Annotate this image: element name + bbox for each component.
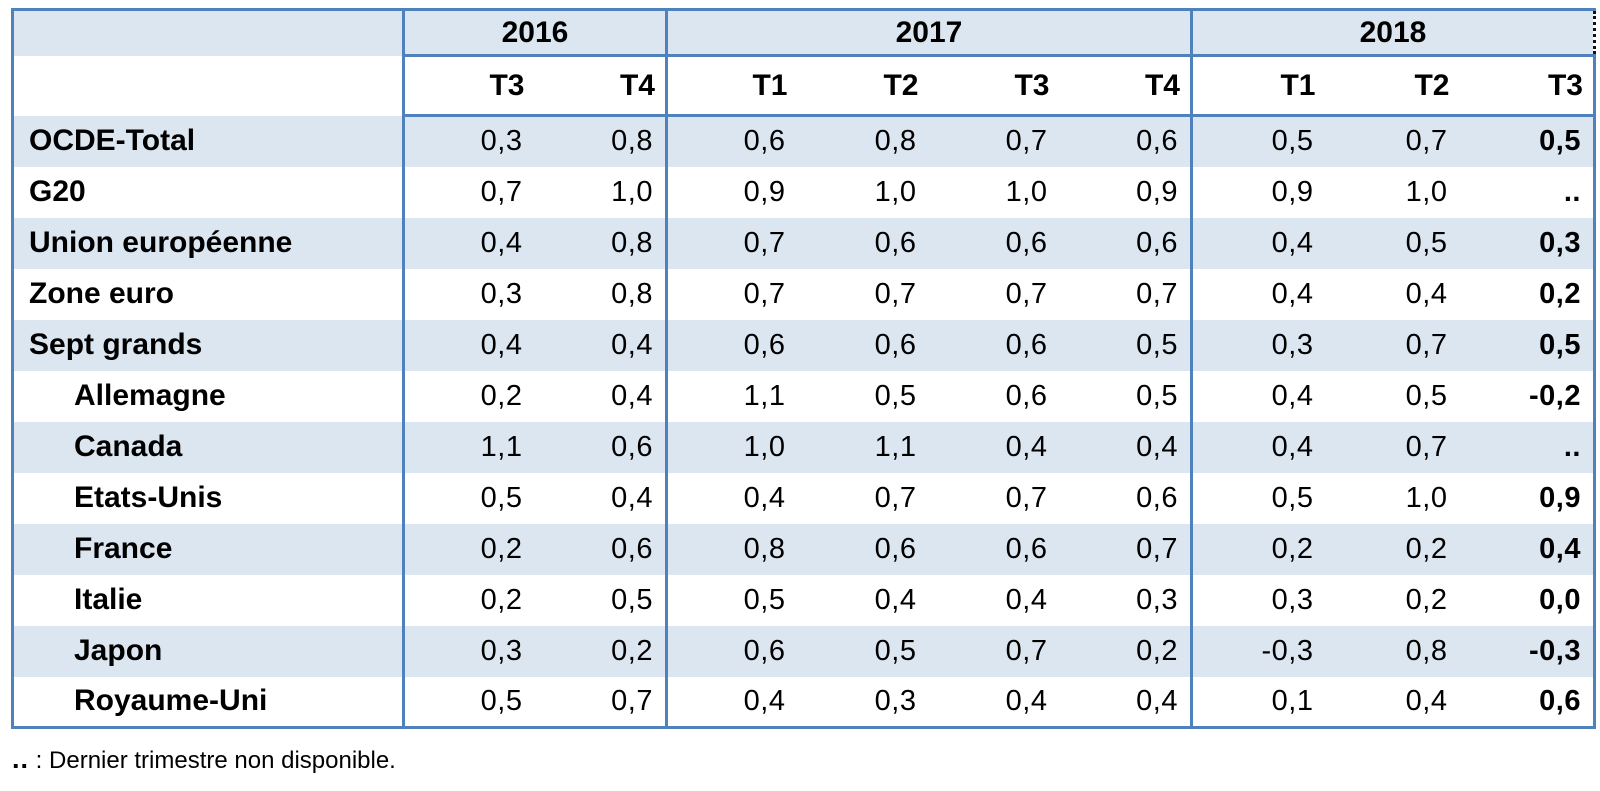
- row-label: Allemagne: [13, 371, 404, 422]
- value-cell: 0,4: [1192, 422, 1326, 473]
- value-cell: 1,0: [874, 175, 917, 208]
- row-label: Etats-Unis: [13, 473, 404, 524]
- value-cell: 0,7: [535, 677, 667, 728]
- quarter-header: T2: [1326, 56, 1460, 116]
- quarter-header: T1: [1192, 56, 1326, 116]
- value-cell: 0,2: [1405, 583, 1448, 616]
- value-cell: 0,4: [874, 583, 917, 616]
- value-cell: 0,5: [798, 626, 929, 677]
- value-cell: 0,4: [929, 677, 1060, 728]
- value-cell: 1,0: [1005, 175, 1048, 208]
- row-label: Zone euro: [13, 269, 404, 320]
- value-cell: 0,2: [1460, 269, 1595, 320]
- value-cell: 0,1: [1192, 677, 1326, 728]
- value-cell: -0,3: [1460, 626, 1595, 677]
- value-cell: 0,8: [535, 116, 667, 167]
- value-cell: 0,4: [535, 320, 667, 371]
- value-cell: 0,2: [404, 524, 535, 575]
- value-cell: 0,5: [1460, 320, 1595, 371]
- value-cell: 0,4: [1460, 524, 1595, 575]
- value-cell: 0,7: [404, 167, 535, 218]
- value-cell: 0,5: [404, 473, 535, 524]
- value-cell: 0,6: [1460, 677, 1595, 728]
- table-row: [13, 626, 1595, 677]
- row-label: Sept grands: [13, 320, 404, 371]
- value-cell: 0,4: [1192, 218, 1326, 269]
- value-cell: 0,2: [1326, 524, 1460, 575]
- value-cell: -0,3: [1192, 626, 1326, 677]
- value-cell: 0,5: [611, 583, 653, 616]
- value-cell: 0,9: [1192, 167, 1326, 218]
- quarter-header: T3: [929, 56, 1060, 116]
- value-cell: 0,5: [1405, 379, 1448, 412]
- value-cell: 0,6: [1136, 481, 1178, 514]
- value-cell: 0,8: [1326, 626, 1460, 677]
- footnote: [12, 746, 1596, 774]
- value-cell: ..: [1460, 422, 1595, 473]
- quarter-header: T3: [404, 56, 535, 116]
- value-cell: 0,6: [667, 626, 798, 677]
- year-header-2018: 2018: [1192, 10, 1595, 56]
- value-cell: 0,8: [798, 116, 929, 167]
- value-cell: 0,3: [1136, 583, 1178, 616]
- value-cell: 0,5: [874, 379, 917, 412]
- value-cell: 0,7: [667, 218, 798, 269]
- value-cell: 0,6: [929, 218, 1060, 269]
- value-cell: 1,0: [667, 422, 798, 473]
- value-cell: 0,4: [1060, 422, 1192, 473]
- value-cell: 0,4: [1060, 677, 1192, 728]
- value-cell: ..: [1460, 167, 1595, 218]
- corner-cell: [13, 10, 404, 56]
- value-cell: 0,5: [404, 677, 535, 728]
- value-cell: 0,6: [1005, 379, 1048, 412]
- value-cell: 0,3: [404, 269, 535, 320]
- table-header: [13, 10, 1595, 116]
- value-cell: 0,3: [1460, 218, 1595, 269]
- value-cell: 0,6: [929, 524, 1060, 575]
- value-cell: 0,2: [1192, 524, 1326, 575]
- value-cell: 0,7: [874, 481, 917, 514]
- value-cell: 0,2: [535, 626, 667, 677]
- row-label: Union européenne: [13, 218, 404, 269]
- value-cell: 0,3: [1192, 575, 1326, 626]
- value-cell: 0,7: [874, 277, 917, 310]
- row-label: Japon: [13, 626, 404, 677]
- table-row: [13, 677, 1595, 728]
- value-cell: 0,4: [667, 473, 798, 524]
- row-label: Royaume-Uni: [13, 677, 404, 728]
- value-cell: 0,4: [929, 422, 1060, 473]
- value-cell: 0,2: [1060, 626, 1192, 677]
- table-row: [13, 269, 1595, 320]
- value-cell: 0,0: [1460, 575, 1595, 626]
- value-cell: 0,3: [404, 626, 535, 677]
- value-cell: 0,7: [1136, 277, 1178, 310]
- table-row: [13, 116, 1595, 167]
- value-cell: 0,4: [611, 379, 653, 412]
- row-label: OCDE-Total: [13, 116, 404, 167]
- value-cell: 0,4: [1192, 371, 1326, 422]
- value-cell: 0,8: [611, 277, 653, 310]
- table-row: [13, 524, 1595, 575]
- value-cell: 0,6: [667, 320, 798, 371]
- table-row: [13, 320, 1595, 371]
- value-cell: 1,0: [1405, 481, 1448, 514]
- row-label: France: [13, 524, 404, 575]
- value-cell: 0,2: [404, 371, 535, 422]
- value-cell: 1,0: [611, 175, 653, 208]
- table-row: [13, 575, 1595, 626]
- value-cell: 0,9: [1460, 473, 1595, 524]
- footnote-text: : Dernier trimestre non disponible.: [29, 747, 396, 774]
- value-cell: 0,4: [1326, 677, 1460, 728]
- value-cell: 0,7: [1326, 422, 1460, 473]
- value-cell: 0,6: [798, 218, 929, 269]
- value-cell: 0,5: [667, 575, 798, 626]
- value-cell: 0,5: [1460, 116, 1595, 167]
- value-cell: 0,6: [535, 524, 667, 575]
- value-cell: 0,6: [535, 422, 667, 473]
- table-row: [13, 422, 1595, 473]
- value-cell: 0,7: [1060, 524, 1192, 575]
- table-row: [13, 371, 1595, 422]
- table-container: [11, 8, 1596, 774]
- value-cell: 0,6: [1060, 218, 1192, 269]
- gdp-quarterly-growth-table: [11, 8, 1596, 729]
- value-cell: 0,7: [929, 626, 1060, 677]
- quarter-header: T1: [667, 56, 798, 116]
- value-cell: 0,7: [1326, 320, 1460, 371]
- value-cell: 0,3: [404, 116, 535, 167]
- value-cell: 0,8: [535, 218, 667, 269]
- row-label: Canada: [13, 422, 404, 473]
- value-cell: 0,3: [798, 677, 929, 728]
- year-header-2017: 2017: [667, 10, 1192, 56]
- value-cell: 0,9: [667, 167, 798, 218]
- quarter-header: T2: [798, 56, 929, 116]
- row-label: Italie: [13, 575, 404, 626]
- value-cell: 1,1: [667, 371, 798, 422]
- value-cell: 0,6: [798, 524, 929, 575]
- value-cell: 0,5: [1136, 379, 1178, 412]
- value-cell: 0,7: [929, 116, 1060, 167]
- value-cell: 1,1: [798, 422, 929, 473]
- value-cell: 0,4: [404, 320, 535, 371]
- value-cell: 0,5: [1326, 218, 1460, 269]
- value-cell: 1,0: [1405, 175, 1448, 208]
- value-cell: 0,7: [1005, 481, 1048, 514]
- value-cell: -0,2: [1460, 371, 1595, 422]
- quarter-header: T4: [1060, 56, 1192, 116]
- quarter-header: T3: [1460, 56, 1595, 116]
- table-row: [13, 167, 1595, 218]
- value-cell: 1,1: [404, 422, 535, 473]
- value-cell: 0,6: [798, 320, 929, 371]
- footnote-symbol: ..: [12, 744, 30, 774]
- value-cell: 0,7: [1005, 277, 1048, 310]
- value-cell: 0,4: [1192, 269, 1326, 320]
- table-row: [13, 473, 1595, 524]
- table-body: [13, 116, 1595, 728]
- table-row: [13, 218, 1595, 269]
- quarter-header: T4: [535, 56, 667, 116]
- value-cell: 0,2: [404, 575, 535, 626]
- value-cell: 0,7: [1326, 116, 1460, 167]
- value-cell: 0,4: [404, 218, 535, 269]
- quarter-row-label-cell: [13, 56, 404, 116]
- value-cell: 0,3: [1192, 320, 1326, 371]
- value-cell: 0,4: [1005, 583, 1048, 616]
- value-cell: 0,5: [1192, 116, 1326, 167]
- value-cell: 0,4: [611, 481, 653, 514]
- value-cell: 0,5: [1192, 473, 1326, 524]
- year-header-2016: 2016: [404, 10, 667, 56]
- value-cell: 0,8: [667, 524, 798, 575]
- value-cell: 0,9: [1136, 175, 1178, 208]
- value-cell: 0,4: [667, 677, 798, 728]
- value-cell: 0,6: [1060, 116, 1192, 167]
- value-cell: 0,6: [929, 320, 1060, 371]
- value-cell: 0,6: [667, 116, 798, 167]
- value-cell: 0,5: [1060, 320, 1192, 371]
- value-cell: 0,7: [667, 269, 798, 320]
- value-cell: 0,4: [1405, 277, 1448, 310]
- row-label: G20: [13, 167, 404, 218]
